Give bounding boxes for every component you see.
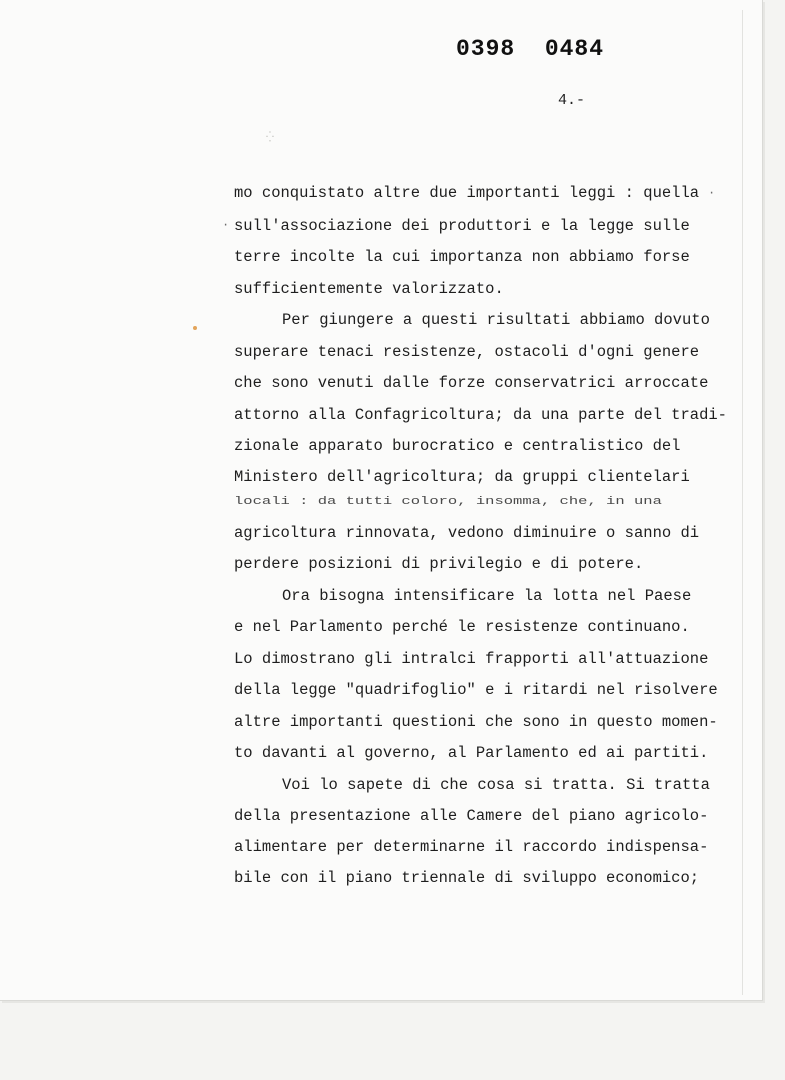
text-line: della legge "quadrifoglio" e i ritardi nel risolvere [234,681,718,699]
page-number: 4.- [558,92,586,109]
archive-number: 0398 0484 [456,36,605,62]
text-line: e nel Parlamento perché le resistenze continuano. [234,618,690,636]
text-line: zionale apparato burocratico e centralistico del [234,437,681,455]
text-line: agricoltura rinnovata, vedono diminuire o sanno di [234,524,700,542]
text-line: sufficientemente valorizzato. [234,280,504,298]
stain-dot [193,326,197,330]
page-edge [742,10,743,995]
text-line: bile con il piano triennale di sviluppo economico; [234,869,700,887]
margin-mark: · [222,218,230,232]
text-line: locali : da tutti coloro, insomma, che, in una [234,494,662,508]
text-line: to davanti al governo, al Parlamento ed ai partiti. [234,744,709,762]
text-line: altre importanti questioni che sono in questo momen- [234,713,718,731]
text-line: attorno alla Confagricoltura; da una parte del tradi- [234,406,727,424]
text-line: Per giungere a questi risultati abbiamo dovuto [282,311,710,329]
text-line: Voi lo sapete di che cosa si tratta. Si tratta [282,776,710,794]
margin-mark: · [708,186,716,200]
text-line: terre incolte la cui importanza non abbiamo forse [234,248,690,266]
text-line: che sono venuti dalle forze conservatrici arroccate [234,374,709,392]
text-line: perdere posizioni di privilegio e di potere. [234,555,644,573]
text-line: sull'associazione dei produttori e la legge sulle [234,217,690,235]
text-line: superare tenaci resistenze, ostacoli d'ogni genere [234,343,700,361]
text-line: Lo dimostrano gli intralci frapporti all'attuazione [234,650,709,668]
text-line: Ministero dell'agricoltura; da gruppi clientelari [234,468,690,486]
text-line: Ora bisogna intensificare la lotta nel Paese [282,587,692,605]
text-line: mo conquistato altre due importanti leggi : quella [234,184,700,202]
text-line: della presentazione alle Camere del piano agricolo- [234,807,709,825]
text-line: alimentare per determinarne il raccordo indispensa- [234,838,709,856]
ink-smudge: ⁛ [266,133,274,144]
